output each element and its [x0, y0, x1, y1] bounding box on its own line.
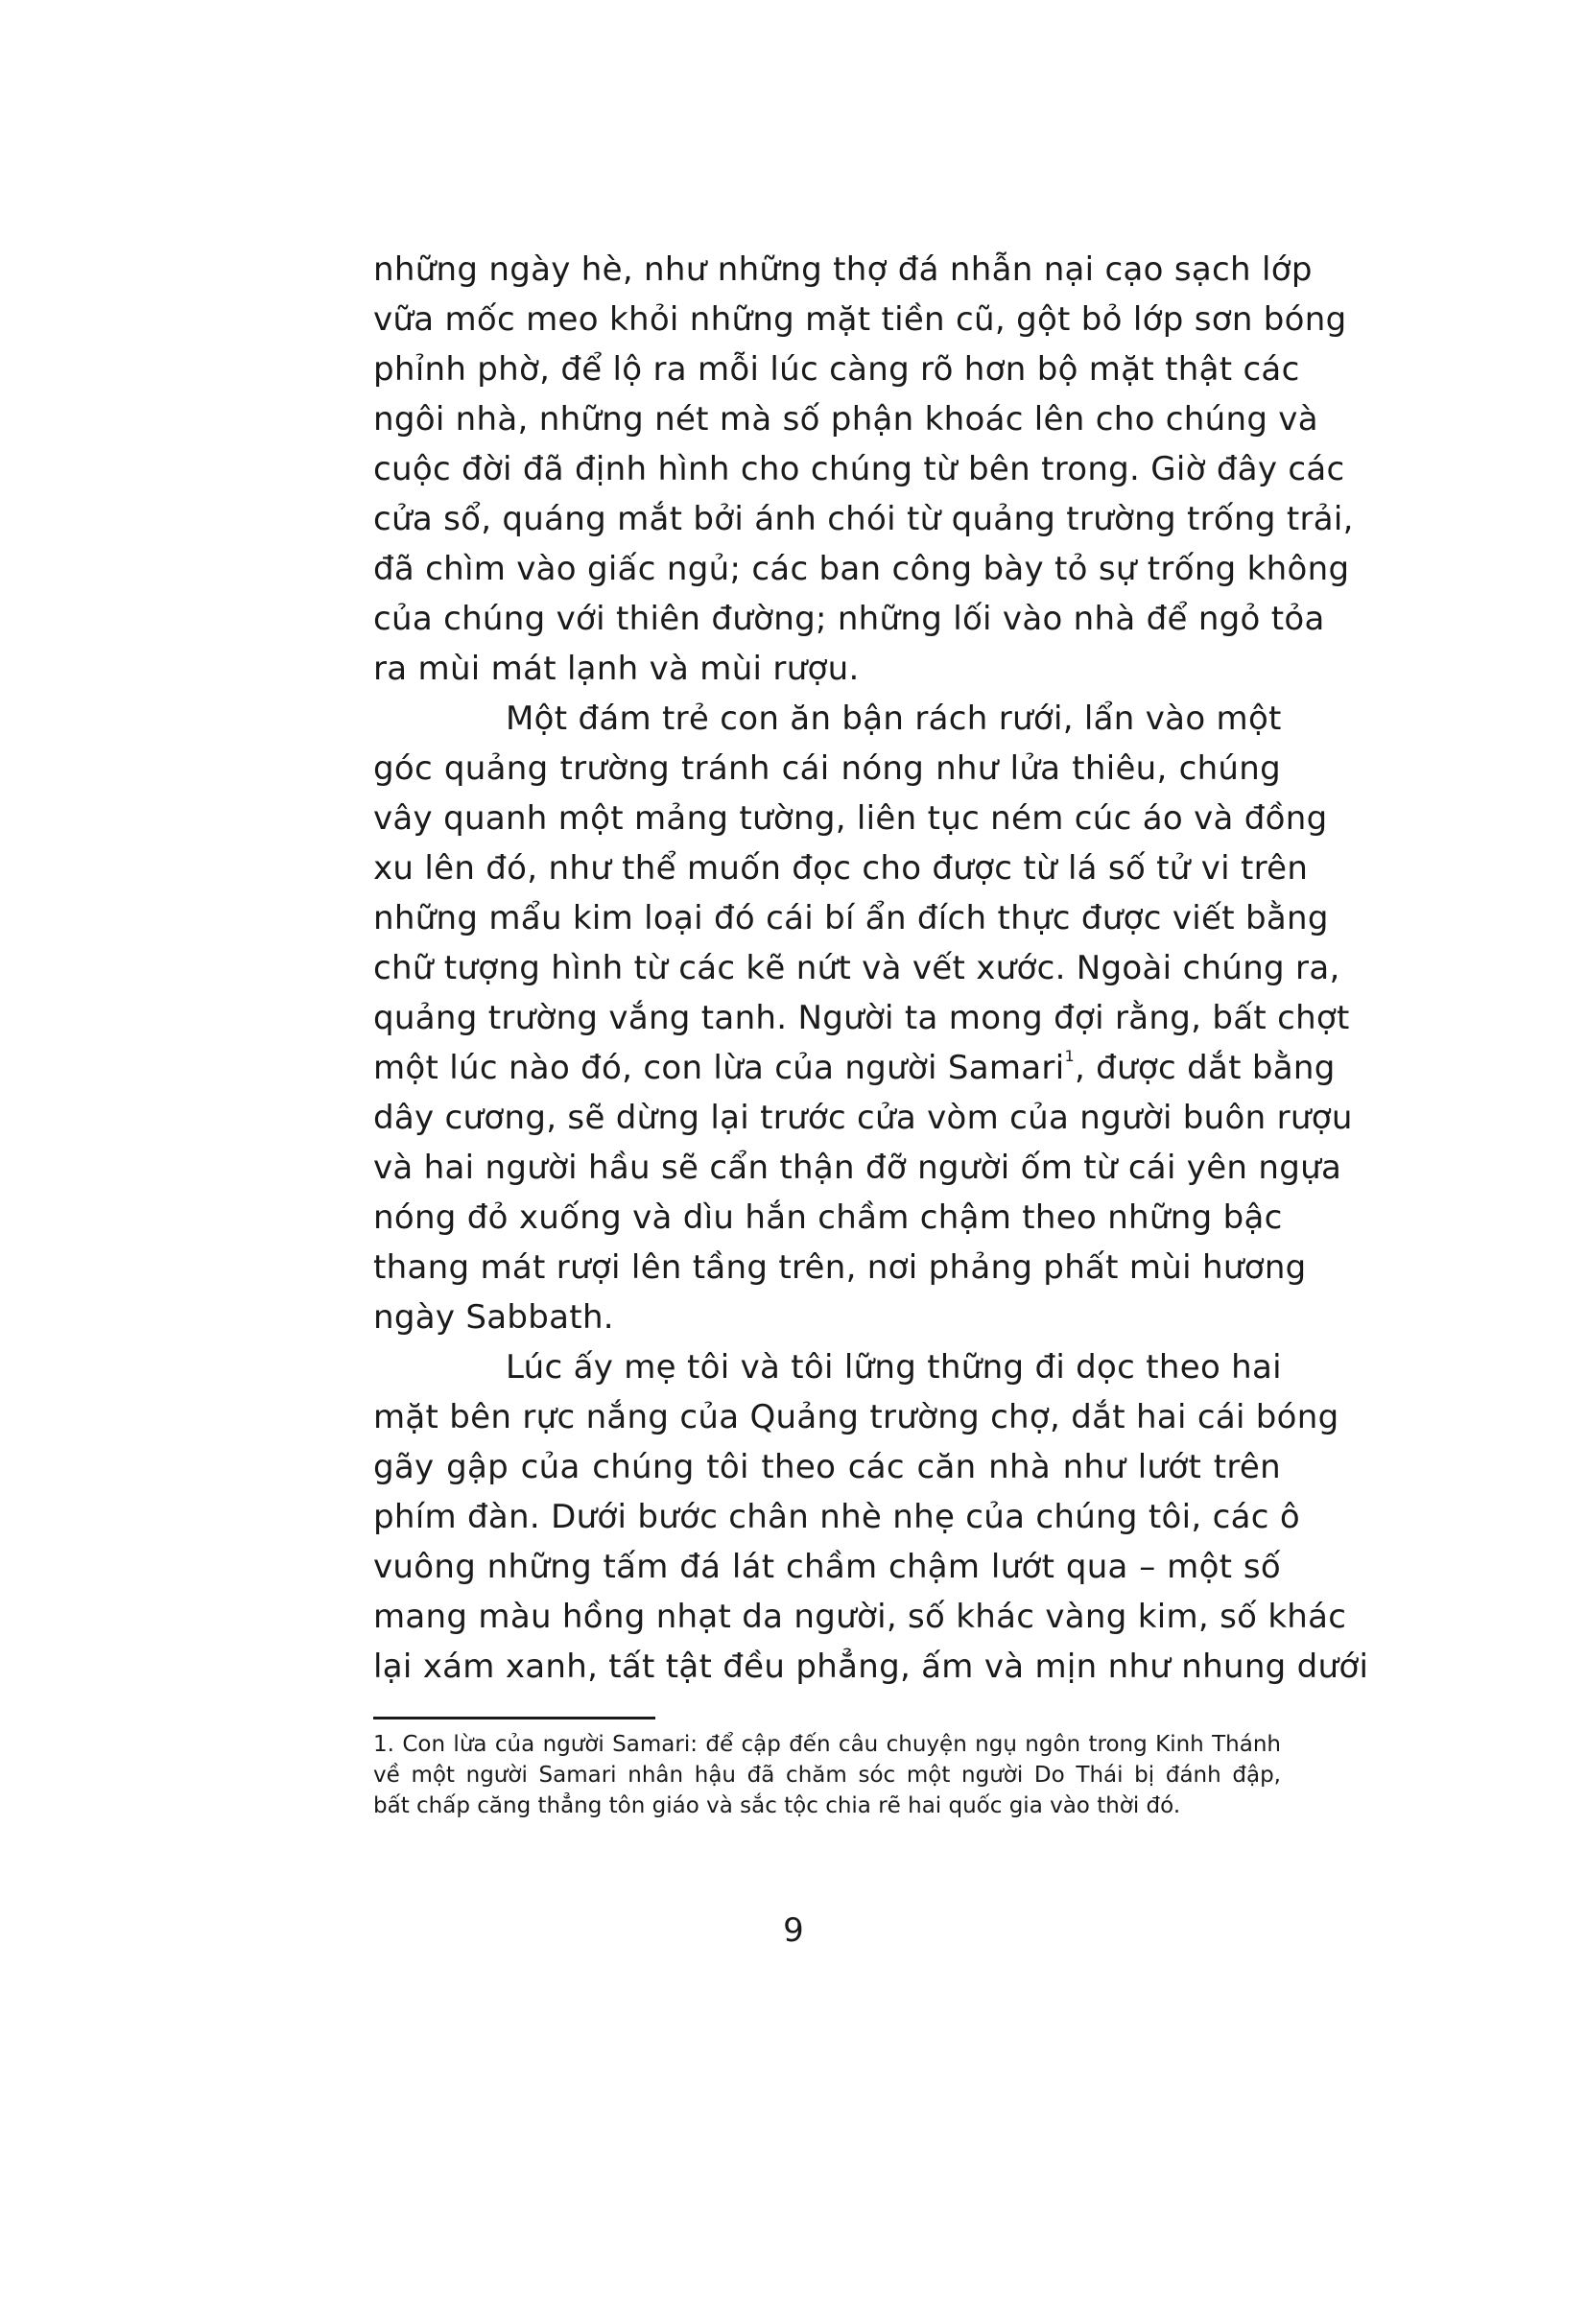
text-line: mặt bên rực nắng của Quảng trường chợ, dắt hai cái bóng [373, 1398, 1339, 1436]
text-line: những mẩu kim loại đó cái bí ẩn đích thực được viết bằng [373, 899, 1329, 937]
text-line: góc quảng trường tránh cái nóng như lửa thiêu, chúng [373, 749, 1281, 788]
text-line: chữ tượng hình từ các kẽ nứt và vết xước. Ngoài chúng ra, [373, 949, 1340, 987]
text-line: cuộc đời đã định hình cho chúng từ bên trong. Giờ đây các [373, 450, 1345, 488]
text-segment: một lúc nào đó, con lừa của người Samari [373, 1049, 1065, 1087]
text-line: ra mùi mát lạnh và mùi rượu. [373, 650, 860, 688]
footnote [373, 1729, 1281, 1821]
body-text [373, 245, 1369, 1692]
text-line: phím đàn. Dưới bước chân nhè nhẹ của chúng tôi, các ô [373, 1498, 1300, 1536]
text-line: dây cương, sẽ dừng lại trước cửa vòm của người buôn rượu [373, 1099, 1353, 1137]
footnote-line: 1. Con lừa của người Samari: để cập đến câu chuyện ngụ ngôn trong Kinh Thánh [373, 1732, 1281, 1757]
text-line: thang mát rượi lên tầng trên, nơi phảng phất mùi hương [373, 1248, 1307, 1287]
text-line-with-footnote-ref [373, 1043, 1336, 1093]
footnote-line: về một người Samari nhân hậu đã chăm sóc một người Do Thái bị đánh đập, [373, 1763, 1281, 1788]
text-line: cửa sổ, quáng mắt bởi ánh chói từ quảng trường trống trải, [373, 500, 1354, 538]
text-line: và hai người hầu sẽ cẩn thận đỡ người ốm từ cái yên ngựa [373, 1149, 1342, 1187]
paragraph-first-line: Một đám trẻ con ăn bận rách rưới, lẩn vào một [506, 700, 1282, 738]
paragraph-first-line: Lúc ấy mẹ tôi và tôi lững thững đi dọc theo hai [506, 1348, 1282, 1387]
text-line: gãy gập của chúng tôi theo các căn nhà như lướt trên [373, 1448, 1281, 1486]
text-segment: , được dắt bằng [1074, 1049, 1336, 1087]
page-number: 9 [783, 1911, 804, 1950]
text-line: xu lên đó, như thể muốn đọc cho được từ lá số tử vi trên [373, 849, 1309, 888]
footnote-divider [373, 1717, 655, 1719]
text-line: quảng trường vắng tanh. Người ta mong đợi rằng, bất chợt [373, 999, 1350, 1037]
text-line: đã chìm vào giấc ngủ; các ban công bày tỏ sự trống không [373, 550, 1350, 588]
text-line: những ngày hè, như những thợ đá nhẫn nại cạo sạch lớp [373, 250, 1313, 289]
text-line: vữa mốc meo khỏi những mặt tiền cũ, gột bỏ lớp sơn bóng [373, 300, 1347, 339]
text-line: vây quanh một mảng tường, liên tục ném cúc áo và đồng [373, 799, 1328, 838]
text-line: mang màu hồng nhạt da người, số khác vàng kim, số khác [373, 1598, 1347, 1636]
text-line: nóng đỏ xuống và dìu hắn chầm chậm theo những bậc [373, 1198, 1283, 1237]
footnote-reference: 1 [1064, 1047, 1075, 1065]
text-line: của chúng với thiên đường; những lối vào nhà để ngỏ tỏa [373, 600, 1325, 638]
text-line: lại xám xanh, tất tật đều phẳng, ấm và mịn như nhung dưới [373, 1648, 1369, 1686]
text-line: vuông những tấm đá lát chầm chậm lướt qua – một số [373, 1548, 1281, 1586]
text-line: ngôi nhà, những nét mà số phận khoác lên cho chúng và [373, 400, 1318, 439]
text-line: ngày Sabbath. [373, 1298, 614, 1337]
text-line: phỉnh phờ, để lộ ra mỗi lúc càng rõ hơn bộ mặt thật các [373, 350, 1300, 389]
footnote-line: bất chấp căng thẳng tôn giáo và sắc tộc chia rẽ hai quốc gia vào thời đó. [373, 1793, 1181, 1818]
